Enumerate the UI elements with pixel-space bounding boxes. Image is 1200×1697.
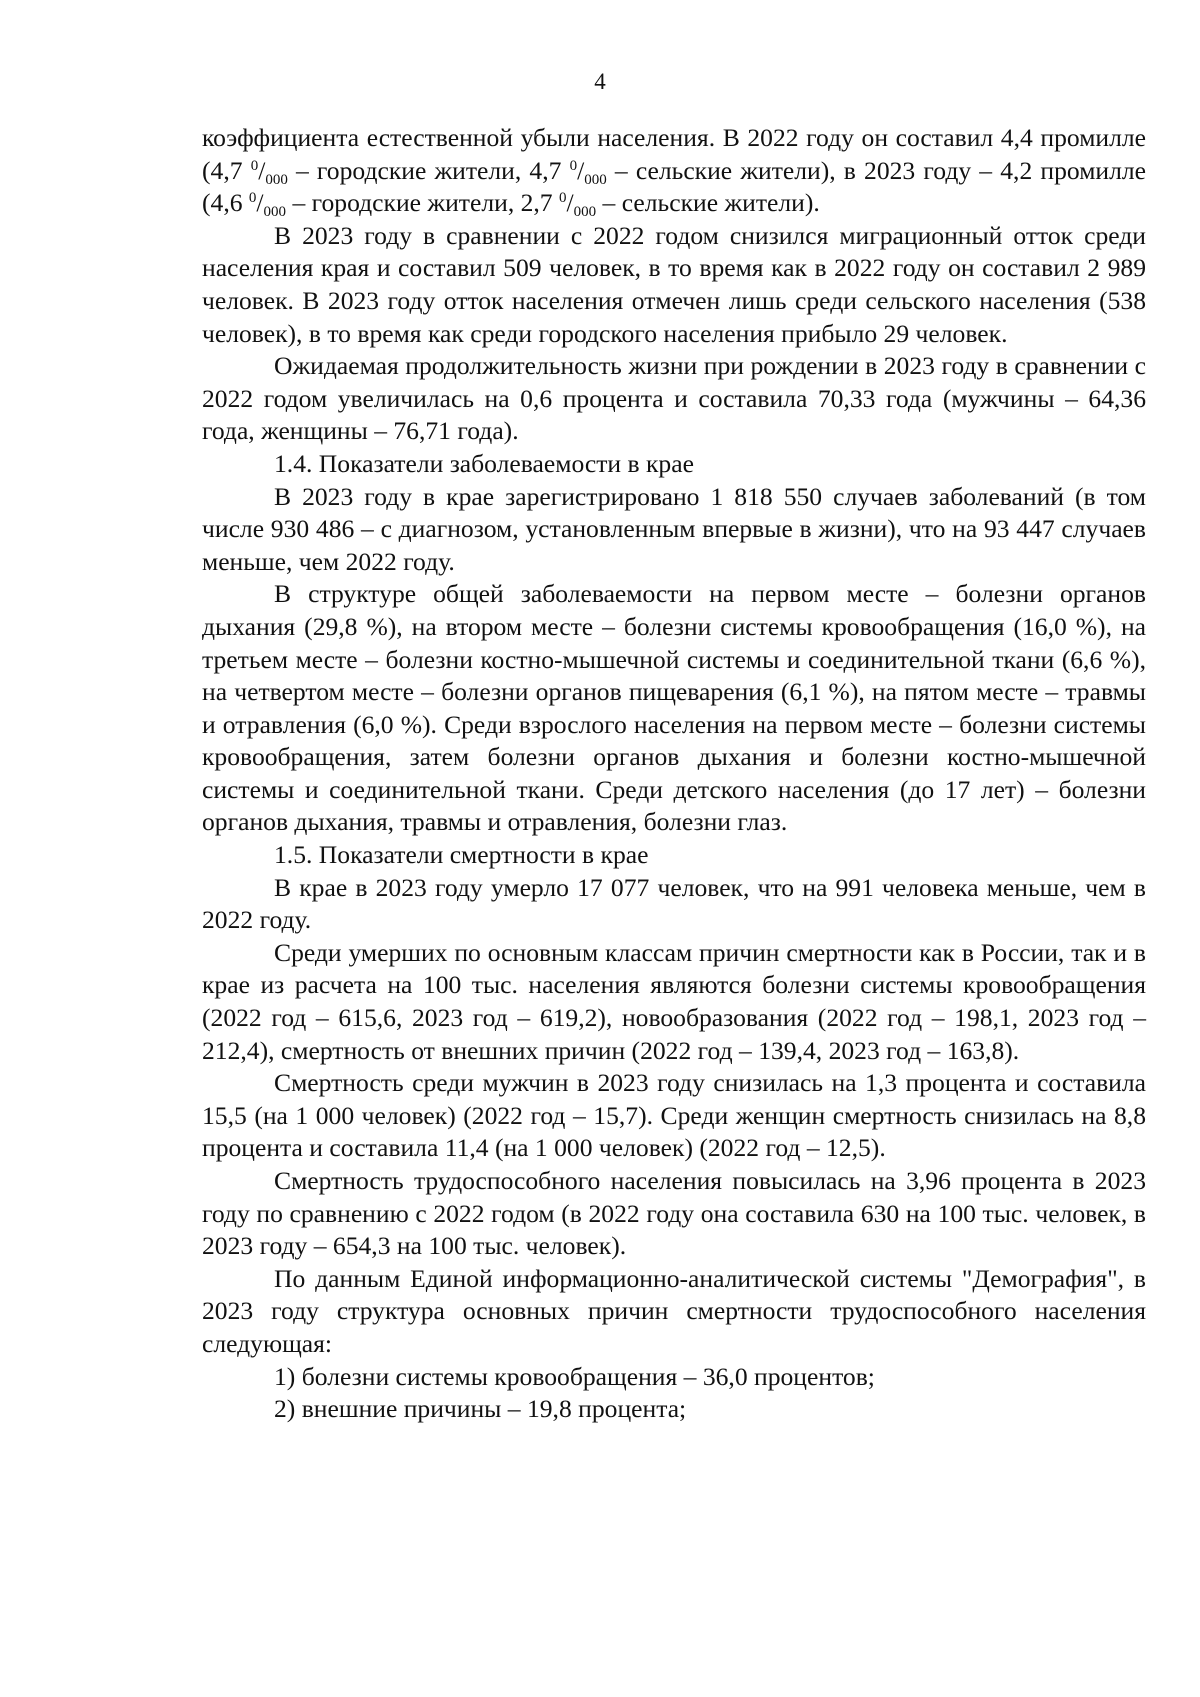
permyriad-sign: $^0/_{000}$ — [559, 188, 597, 221]
paragraph-registered-cases: В 2023 году в крае зарегистрировано 1 818 550 случаев заболеваний (в том числе 930 486 – с диагнозом, установленным впервые в жизни), что на 93 447 случаев меньше, чем 2022 году. — [202, 481, 1146, 576]
section-heading-mortality: 1.5. Показатели смертности в крае — [274, 840, 649, 870]
paragraph-text: – городские жители, 2,7 — [286, 188, 560, 218]
paragraph-deaths-total: В крае в 2023 году умерло 17 077 человек, что на 991 человека меньше, чем в 2022 году. — [202, 872, 1146, 935]
paragraph-natural-decline — [202, 122, 1146, 220]
permyriad-sign: $^0/_{000}$ — [248, 188, 287, 221]
section-heading-morbidity: 1.4. Показатели заболеваемости в крае — [274, 448, 694, 478]
page-number: 4 — [594, 69, 606, 94]
paragraph-text: коэффициента естественной убыли населения. В 2022 году он составил 4,4 промилле (4,7 — [202, 123, 1146, 185]
permyriad-sign: $^0/_{000}$ — [250, 155, 288, 188]
paragraph-morbidity-structure: В структуре общей заболеваемости на первом месте – болезни органов дыхания (29,8 %), на втором месте – болезни системы кровообращения (16,0 %), на третьем месте – болезни костно-мышечной системы и соединительной ткани (6,6 %), на четвертом месте – болезни органов пищеварения (6,1 %), на пятом месте – травмы и отравления (6,0 %). Среди взрослого населения на первом месте – болезни системы кровообращения, затем болезни органов дыхания и болезни костно-мышечной системы и соединительной ткани. Среди детского населения (до 17 лет) – болезни органов дыхания, травмы и отравления, болезни глаз. — [202, 579, 1146, 837]
paragraph-migration: В 2023 году в сравнении с 2022 годом снизился миграционный отток среди населения края и составил 509 человек, в то время как в 2022 году он составил 2 989 человек. В 2023 году отток населения отмечен лишь среди сельского населения (538 человек), в то время как среди городского населения прибыло 29 человек. — [202, 220, 1146, 348]
list-item: 1) болезни системы кровообращения – 36,0 процентов; — [274, 1361, 875, 1391]
paragraph-death-causes: Среди умерших по основным классам причин смертности как в России, так и в крае из расчета на 100 тыс. населения являются болезни системы кровообращения (2022 год – 615,6, 2023 год – 619,2), новообразования (2022 год – 198,1, 2023 год – 212,4), смертность от внешних причин (2022 год – 139,4, 2023 год – 163,8). — [202, 937, 1146, 1065]
paragraph-mortality-by-sex: Смертность среди мужчин в 2023 году снизилась на 1,3 процента и составила 15,5 (на 1 000 человек) (2022 год – 15,7). Среди женщин смертность снизилась на 8,8 процента и составила 11,4 (на 1 000 человек) (2022 год – 12,5). — [202, 1068, 1146, 1163]
paragraph-text: – сельские жители), в 2023 году – 4,2 промилле (4,6 — [202, 155, 1147, 218]
permyriad-sign: $^0/_{000}$ — [569, 155, 607, 188]
paragraph-life-expectancy: Ожидаемая продолжительность жизни при рождении в 2023 году в сравнении с 2022 годом увеличилась на 0,6 процента и составила 70,33 года (мужчины – 64,36 года, женщины – 76,71 года). — [202, 351, 1146, 446]
paragraph-text: – сельские жители). — [596, 188, 820, 218]
paragraph-working-age-mortality: Смертность трудоспособного населения повысилась на 3,96 процента в 2023 году по сравнению с 2022 годом (в 2022 году она составила 630 на 100 тыс. человек, в 2023 году – 654,3 на 100 тыс. человек). — [202, 1166, 1146, 1261]
paragraph-text: – городские жители, 4,7 — [287, 155, 570, 185]
document-body — [202, 122, 1146, 1426]
paragraph-demography-system: По данным Единой информационно-аналитической системы "Демография", в 2023 году структура основных причин смертности трудоспособного населения следующая: — [202, 1263, 1146, 1358]
list-item: 2) внешние причины – 19,8 процента; — [274, 1394, 687, 1424]
